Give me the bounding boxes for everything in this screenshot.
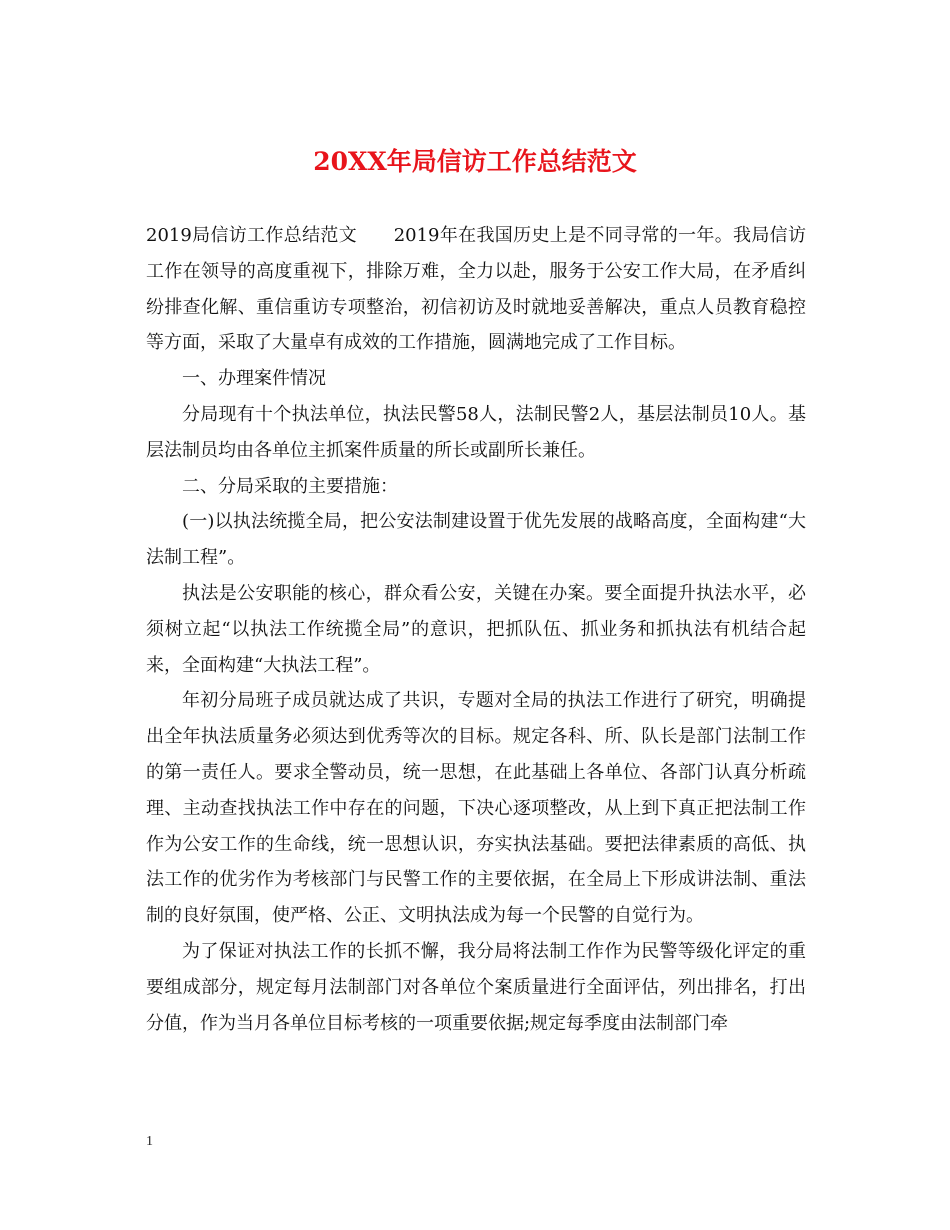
document-title: 20XX年局信访工作总结范文 (313, 147, 637, 176)
subsection-heading-one: (一)以执法统揽全局，把公安法制建设置于优先发展的战略高度，全面构建“大法制工程”。 (146, 511, 806, 569)
body-paragraph-core: 执法是公安职能的核心，群众看公安，关键在办案。要全面提升执法水平，必须树立起“以执法工作统揽全局”的意识，把抓队伍、抓业务和抓执法有机结合起来，全面构建“大执法工程”。 (146, 582, 806, 676)
page-number: 1 (146, 1134, 153, 1149)
body-paragraph-intro: 2019局信访工作总结范文 2019年在我国历史上是不同寻常的一年。我局信访工作在领导的高度重视下，排除万难，全力以赴，服务于公安工作大局，在矛盾纠纷排查化解、重信重访专项整治，初信初访及时就地妥善解决，重点人员教育稳控等方面，采取了大量卓有成效的工作措施，圆满地完成了工作目标。 (146, 225, 806, 354)
body-paragraph-assessment: 为了保证对执法工作的长抓不懈，我分局将法制工作作为民警等级化评定的重要组成部分，规定每月法制部门对各单位个案质量进行全面评估，列出排名，打出分值，作为当月各单位目标考核的一项重要依据;规定每季度由法制部门牵 (146, 940, 806, 1034)
section-heading-measures: 二、分局采取的主要措施： (182, 475, 398, 497)
body-paragraph-consensus: 年初分局班子成员就达成了共识，专题对全局的执法工作进行了研究，明确提出全年执法质量务必须达到优秀等次的目标。规定各科、所、队长是部门法制工作的第一责任人。要求全警动员，统一思想，在此基础上各单位、各部门认真分析疏理、主动查找执法工作中存在的问题，下决心逐项整改，从上到下真正把法制工作作为公安工作的生命线，统一思想认识，夯实执法基础。要把法律素质的高低、执法工作的优劣作为考核部门与民警工作的主要依据，在全局上下形成讲法制、重法制的良好氛围，使严格、公正、文明执法成为每一个民警的自觉行为。 (146, 690, 806, 927)
document-body (146, 218, 806, 1041)
body-paragraph-staff: 分局现有十个执法单位，执法民警58人，法制民警2人，基层法制员10人。基层法制员均由各单位主抓案件质量的所长或副所长兼任。 (146, 403, 806, 461)
section-heading-cases: 一、办理案件情况 (182, 368, 326, 390)
